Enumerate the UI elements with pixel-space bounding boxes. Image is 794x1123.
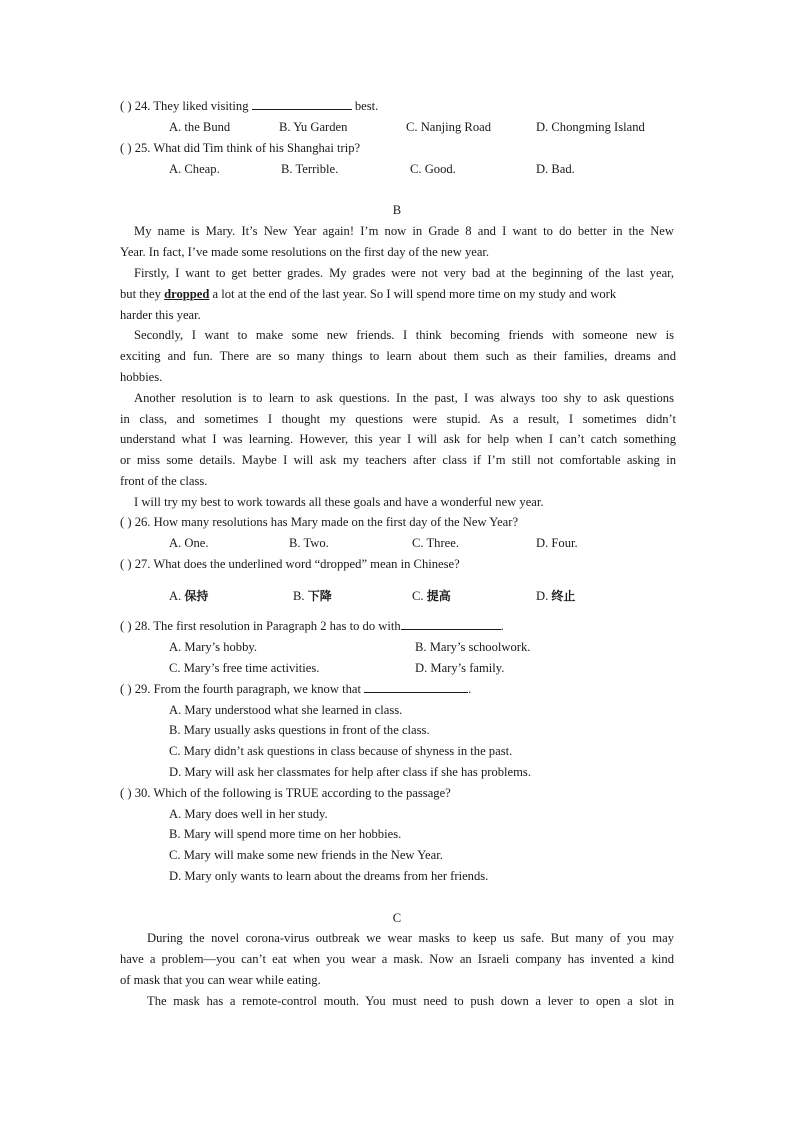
passage-text: but they xyxy=(120,287,161,301)
q25-option-c[interactable]: C. Good. xyxy=(410,162,456,176)
question-28 xyxy=(120,618,676,634)
passage-line: harder this year. xyxy=(120,308,201,322)
q27-option-d[interactable] xyxy=(536,588,575,604)
q27-option-a[interactable] xyxy=(169,588,208,604)
answer-paren[interactable]: ( ) xyxy=(120,682,132,696)
question-stem: 29. From the fourth paragraph, we know that xyxy=(134,682,361,696)
q27-option-c[interactable] xyxy=(412,588,451,604)
passage-line: Secondly, I want to make some new friends. I think becoming friends with someone new is xyxy=(134,328,674,342)
q26-option-b[interactable]: B. Two. xyxy=(289,536,329,550)
q26-option-d[interactable]: D. Four. xyxy=(536,536,578,550)
question-stem: 30. Which of the following is TRUE according to the passage? xyxy=(134,786,451,800)
passage-line: exciting and fun. There are so many things to learn about them such as their families, dreams and xyxy=(120,349,676,363)
passage-line: hobbies. xyxy=(120,370,163,384)
question-26 xyxy=(120,514,676,530)
answer-paren[interactable]: ( ) xyxy=(120,515,132,529)
passage-line: During the novel corona-virus outbreak we wear masks to keep us safe. But many of you may xyxy=(147,931,674,945)
q25-option-d[interactable]: D. Bad. xyxy=(536,162,575,176)
question-stem: 27. What does the underlined word “dropped” mean in Chinese? xyxy=(134,557,460,571)
answer-paren[interactable]: ( ) xyxy=(120,99,132,113)
question-stem: 26. How many resolutions has Mary made on the first day of the New Year? xyxy=(134,515,519,529)
question-24 xyxy=(120,98,676,114)
option-text: 提高 xyxy=(426,589,451,603)
passage-line: Another resolution is to learn to ask questions. In the past, I was always too shy to ask questions xyxy=(134,391,674,405)
question-30 xyxy=(120,785,676,801)
passage-line: or miss some details. Maybe I will ask my teachers after class if I’m still not comfortable asking in xyxy=(120,453,676,467)
q24-option-b[interactable]: B. Yu Garden xyxy=(279,120,348,134)
option-letter: A. xyxy=(169,589,182,603)
passage-line: understand what I was learning. However, this year I will ask for help when I can’t catch something xyxy=(120,432,676,446)
question-27 xyxy=(120,556,676,572)
question-stem-end: best. xyxy=(354,99,379,113)
q24-option-d[interactable]: D. Chongming Island xyxy=(536,120,645,134)
q29-option-d[interactable]: D. Mary will ask her classmates for help after class if she has problems. xyxy=(169,765,531,779)
question-stem: 24. They liked visiting xyxy=(134,99,249,113)
passage-line: I will try my best to work towards all these goals and have a wonderful new year. xyxy=(134,495,544,509)
q28-option-d[interactable]: D. Mary’s family. xyxy=(415,661,505,675)
underlined-word-dropped: dropped xyxy=(164,287,210,301)
q30-option-b[interactable]: B. Mary will spend more time on her hobbies. xyxy=(169,827,402,841)
q25-option-a[interactable]: A. Cheap. xyxy=(169,162,220,176)
passage-line: of mask that you can wear while eating. xyxy=(120,973,321,987)
question-stem-end: . xyxy=(500,619,504,633)
passage-line: My name is Mary. It’s New Year again! I’m now in Grade 8 and I want to do better in the New xyxy=(134,224,674,238)
q29-option-b[interactable]: B. Mary usually asks questions in front of the class. xyxy=(169,723,430,737)
passage-line: Firstly, I want to get better grades. My grades were not very bad at the beginning of the last year, xyxy=(134,266,674,280)
passage-line: The mask has a remote-control mouth. You must need to push down a lever to open a slot in xyxy=(147,994,674,1008)
question-stem: 28. The first resolution in Paragraph 2 has to do with xyxy=(134,619,401,633)
question-stem-end: . xyxy=(468,682,472,696)
answer-blank xyxy=(364,681,468,693)
q29-option-a[interactable]: A. Mary understood what she learned in class. xyxy=(169,703,403,717)
q26-option-c[interactable]: C. Three. xyxy=(412,536,459,550)
question-stem: 25. What did Tim think of his Shanghai trip? xyxy=(134,141,361,155)
section-b-heading: B xyxy=(392,203,402,217)
q30-option-a[interactable]: A. Mary does well in her study. xyxy=(169,807,328,821)
option-text: 终止 xyxy=(551,589,576,603)
q29-option-c[interactable]: C. Mary didn’t ask questions in class because of shyness in the past. xyxy=(169,744,513,758)
option-text: 保持 xyxy=(184,589,209,603)
q24-option-c[interactable]: C. Nanjing Road xyxy=(406,120,492,134)
answer-paren[interactable]: ( ) xyxy=(120,557,132,571)
q28-option-a[interactable]: A. Mary’s hobby. xyxy=(169,640,258,654)
answer-blank xyxy=(252,98,352,110)
passage-line-dropped xyxy=(120,286,676,302)
q30-option-c[interactable]: C. Mary will make some new friends in the New Year. xyxy=(169,848,443,862)
passage-line: have a problem—you can’t eat when you wear a mask. Now an Israeli company has invented a kind xyxy=(120,952,674,966)
question-29 xyxy=(120,681,676,697)
q24-option-a[interactable]: A. the Bund xyxy=(169,120,231,134)
passage-line: front of the class. xyxy=(120,474,208,488)
option-text: 下降 xyxy=(307,589,332,603)
passage-line: in class, and sometimes I thought my questions were stupid. As a result, I sometimes didn’t xyxy=(120,412,676,426)
q25-option-b[interactable]: B. Terrible. xyxy=(281,162,339,176)
answer-blank xyxy=(401,618,501,630)
q26-option-a[interactable]: A. One. xyxy=(169,536,209,550)
question-25 xyxy=(120,140,676,156)
passage-line: Year. In fact, I’ve made some resolutions on the first day of the new year. xyxy=(120,245,490,259)
answer-paren[interactable]: ( ) xyxy=(120,786,132,800)
section-c-heading: C xyxy=(392,911,402,925)
option-letter: D. xyxy=(536,589,549,603)
q28-option-b[interactable]: B. Mary’s schoolwork. xyxy=(415,640,531,654)
answer-paren[interactable]: ( ) xyxy=(120,619,132,633)
option-letter: C. xyxy=(412,589,424,603)
passage-text: a lot at the end of the last year. So I will spend more time on my study and work xyxy=(212,287,617,301)
q30-option-d[interactable]: D. Mary only wants to learn about the dreams from her friends. xyxy=(169,869,489,883)
q28-option-c[interactable]: C. Mary’s free time activities. xyxy=(169,661,320,675)
answer-paren[interactable]: ( ) xyxy=(120,141,132,155)
q27-option-b[interactable] xyxy=(293,588,332,604)
option-letter: B. xyxy=(293,589,305,603)
